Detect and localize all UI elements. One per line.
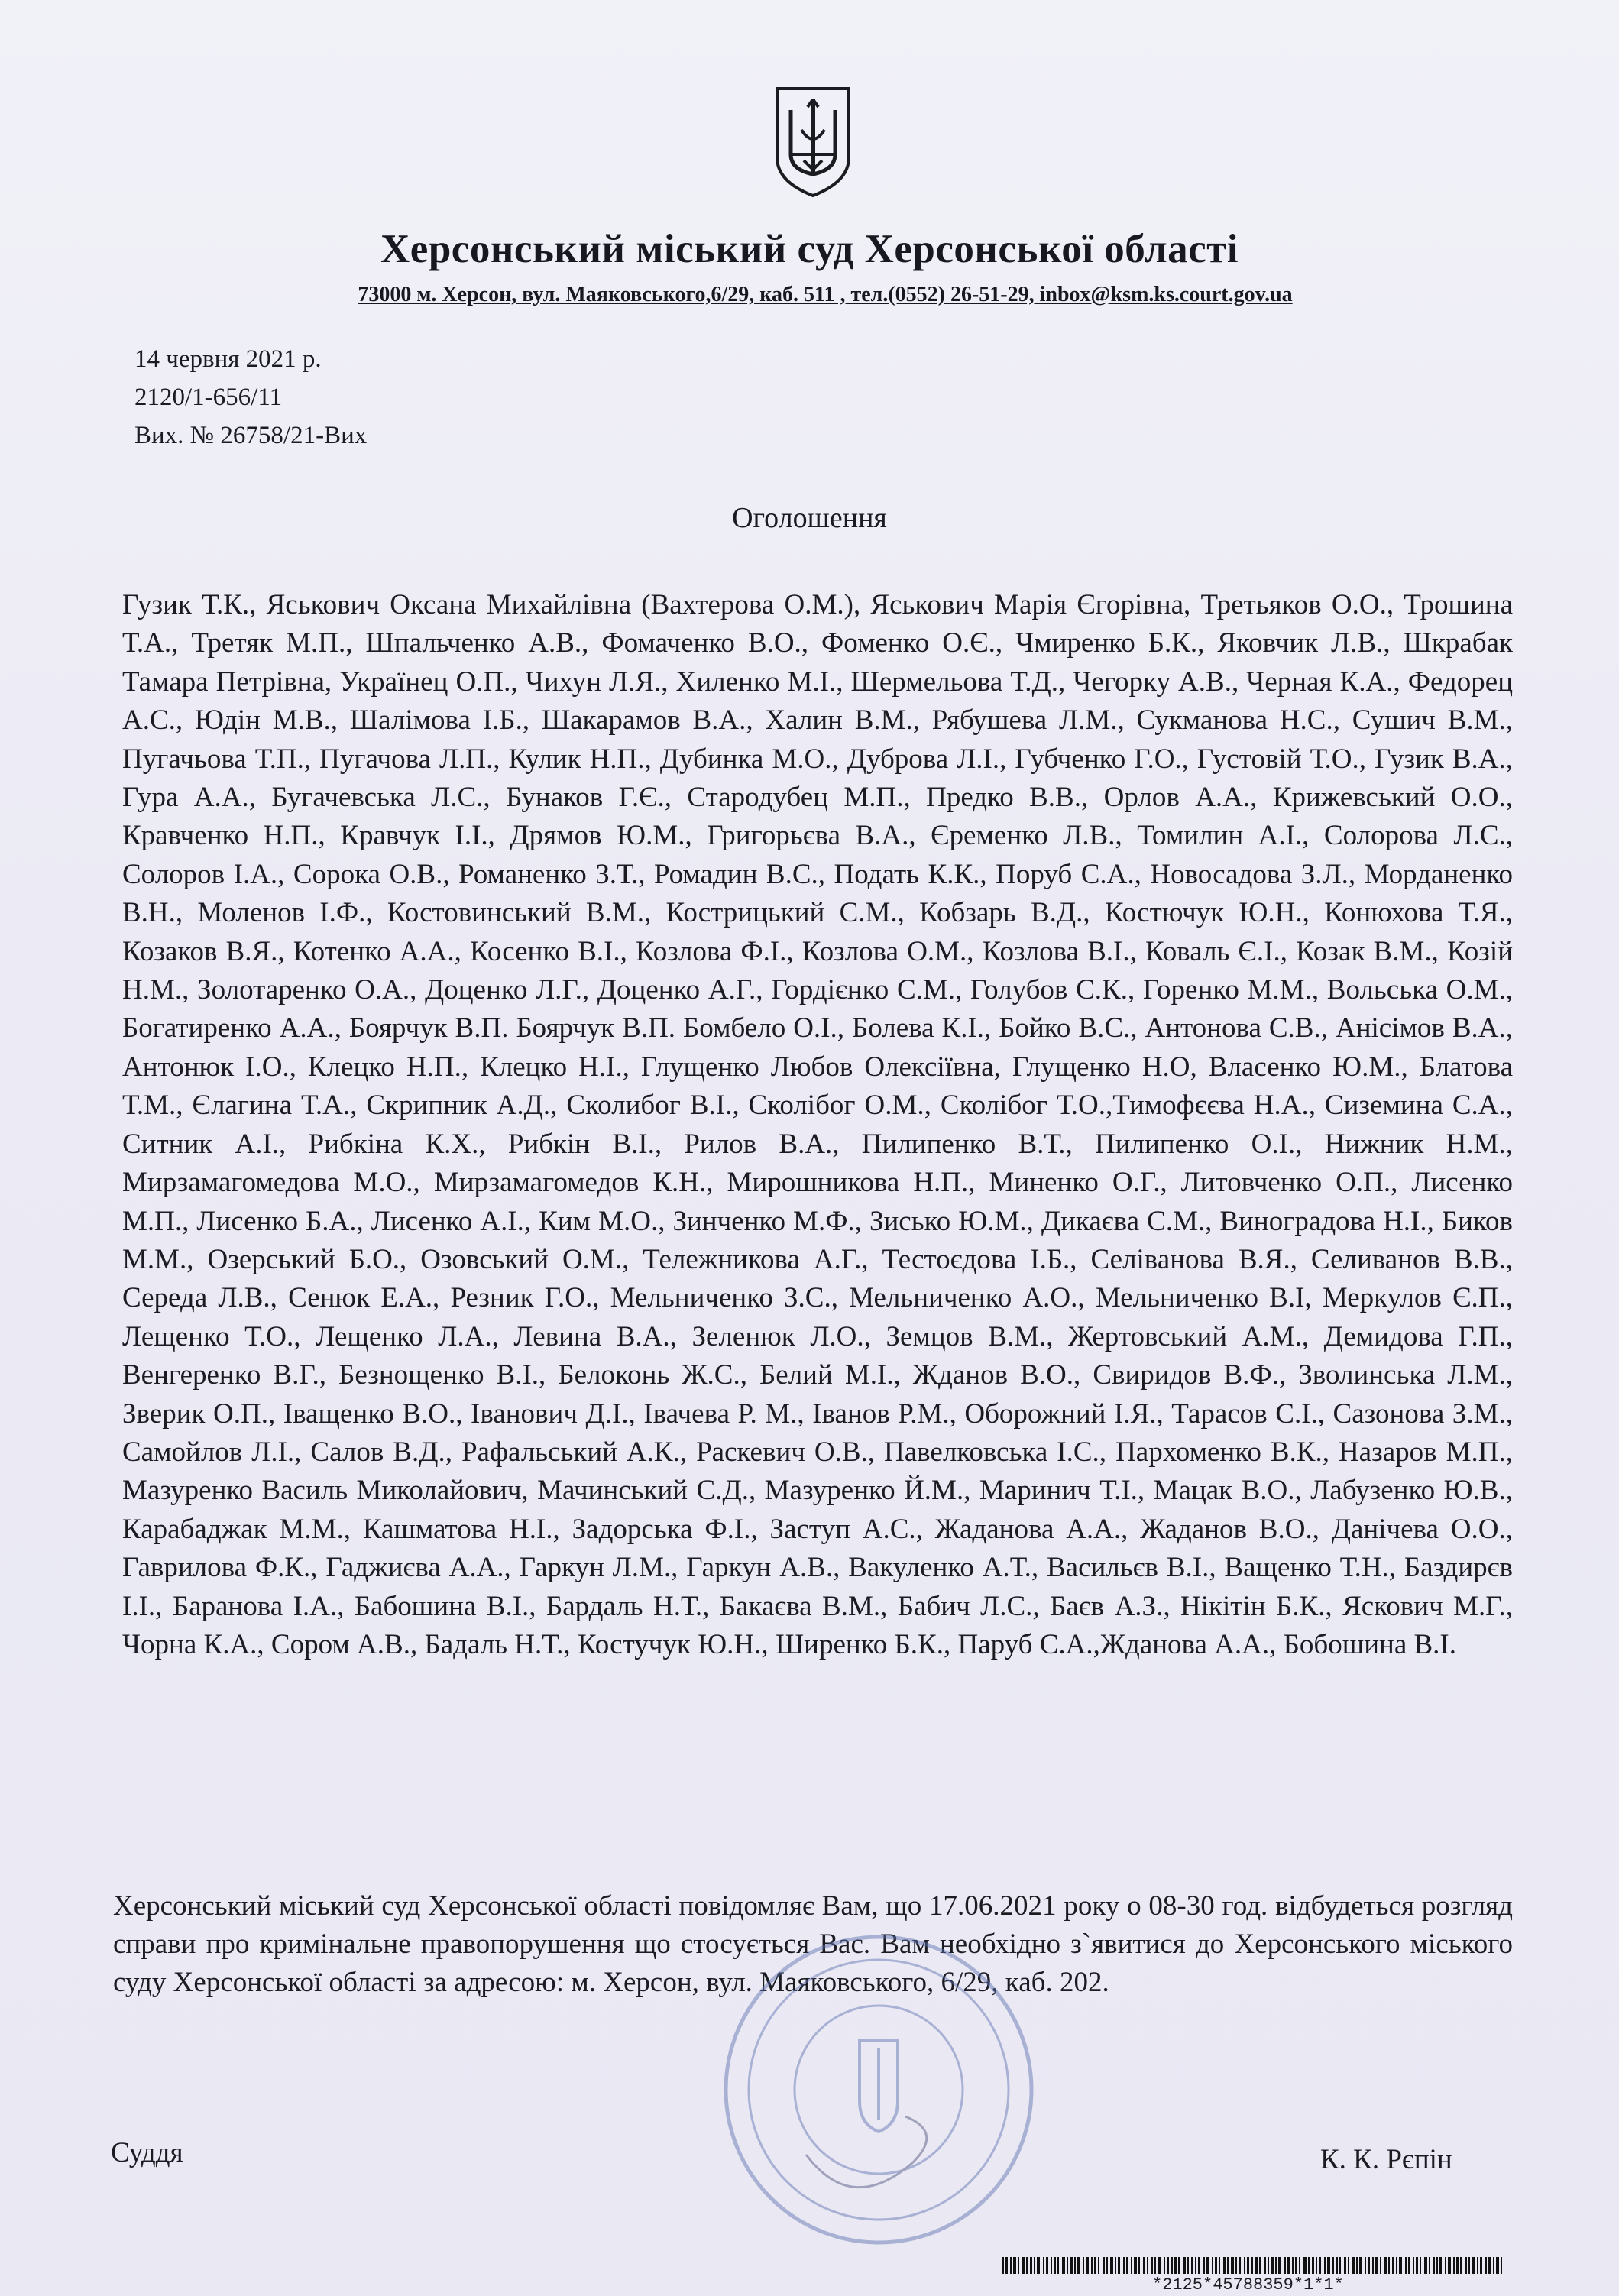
barcode-bar bbox=[1324, 2257, 1326, 2274]
barcode-bar bbox=[1465, 2257, 1467, 2274]
barcode-bar bbox=[1212, 2257, 1213, 2274]
barcode-bar bbox=[1198, 2257, 1200, 2274]
barcode-bar bbox=[1115, 2257, 1116, 2274]
judge-name: К. К. Рєпін bbox=[1320, 2144, 1452, 2175]
barcode-bar bbox=[1292, 2257, 1294, 2274]
barcode-bar bbox=[1154, 2257, 1156, 2274]
barcode-bar bbox=[1010, 2257, 1012, 2274]
barcode-bar bbox=[1255, 2257, 1258, 2274]
barcode-bar bbox=[1167, 2257, 1169, 2274]
barcode-bar bbox=[1295, 2257, 1297, 2274]
barcode-bar bbox=[1436, 2257, 1438, 2274]
barcode-bar bbox=[1264, 2257, 1266, 2274]
barcode-bar bbox=[1086, 2257, 1089, 2274]
barcode-bar bbox=[1480, 2257, 1482, 2274]
barcode-bar bbox=[1046, 2257, 1048, 2274]
barcode-bar bbox=[1456, 2257, 1459, 2274]
barcode-bar bbox=[1094, 2257, 1096, 2274]
barcode-bar bbox=[1178, 2257, 1180, 2274]
barcode-bar bbox=[1034, 2257, 1035, 2274]
barcode-bar bbox=[1183, 2257, 1186, 2274]
barcode-bar bbox=[1118, 2257, 1120, 2274]
barcode-bar bbox=[1396, 2257, 1397, 2274]
barcode-bar bbox=[1074, 2257, 1076, 2274]
barcode-bar bbox=[1416, 2257, 1418, 2274]
barcode-bar bbox=[1501, 2257, 1502, 2274]
barcode-bar bbox=[1026, 2257, 1028, 2274]
barcode-bar bbox=[1018, 2257, 1019, 2274]
barcode-bar bbox=[1485, 2257, 1487, 2274]
barcode-bar bbox=[1388, 2257, 1390, 2274]
court-name: Херсонський міський суд Херсонської області bbox=[380, 227, 1239, 271]
notice-paragraph: Херсонський міський суд Херсонської області повідомляє Вам, що 17.06.2021 року о 08-30 год. відбудеться розгляд справи про кримінальне правопорушення що стосується Вас. Вам необхідно з`явитися до Херсонського міського суду Херсонської області за адресою: м. Херсон, вул. Маяковського, 6/29, каб. 202. bbox=[113, 1890, 1513, 1998]
barcode-bar bbox=[1103, 2257, 1105, 2274]
barcode-bar bbox=[1316, 2257, 1317, 2274]
judge-role: Суддя bbox=[111, 2137, 183, 2168]
barcode-bar bbox=[1380, 2257, 1381, 2274]
barcode-bar bbox=[1043, 2257, 1044, 2274]
barcode-bar bbox=[1496, 2257, 1499, 2274]
barcode-bar bbox=[1067, 2257, 1068, 2274]
barcode-bar bbox=[1268, 2257, 1269, 2274]
barcode-bar bbox=[1259, 2257, 1261, 2274]
barcode-bar bbox=[1336, 2257, 1338, 2274]
barcode-bar bbox=[1372, 2257, 1374, 2274]
barcode-bar bbox=[1429, 2257, 1430, 2274]
barcode-bar bbox=[1083, 2257, 1084, 2274]
barcode-bar bbox=[1203, 2257, 1205, 2274]
barcode-bar bbox=[1098, 2257, 1099, 2274]
barcode-bar bbox=[1365, 2257, 1366, 2274]
barcode-bar bbox=[1206, 2257, 1209, 2274]
barcode-bar bbox=[1077, 2257, 1080, 2274]
barcode-bar bbox=[1356, 2257, 1358, 2274]
barcode-bar bbox=[1123, 2257, 1125, 2274]
barcode-bar bbox=[1134, 2257, 1137, 2274]
barcode-bar bbox=[1375, 2257, 1378, 2274]
barcode-bar bbox=[1420, 2257, 1421, 2274]
barcode-bar bbox=[1158, 2257, 1161, 2274]
document-meta bbox=[134, 340, 367, 455]
barcode-bar bbox=[1399, 2257, 1402, 2274]
barcode-bar bbox=[1057, 2257, 1059, 2274]
barcode-bar bbox=[1191, 2257, 1193, 2274]
barcode-bar bbox=[1174, 2257, 1177, 2274]
barcode-bar bbox=[1022, 2257, 1025, 2274]
barcode-bar bbox=[1352, 2257, 1355, 2274]
barcode-bar bbox=[1303, 2257, 1307, 2274]
barcode-bar bbox=[1278, 2257, 1281, 2274]
barcode-bar bbox=[1439, 2257, 1442, 2274]
document-date: 14 червня 2021 р. bbox=[134, 345, 322, 373]
recipients-list: Гузик Т.К., Яськович Оксана Михайлівна (Вахтерова О.М.), Яськович Марія Єгорівна, Третьяков О.О., Трошина Т.А., Третяк М.П., Шпальченко А.В., Фомаченко В.О., Фоменко О.Є., Чмиренко Б.К., Яковчик Л.В., Шкрабак Тамара Петрівна, Українец О.П., Чихун Л.Я., Хиленко М.І., Шермельова Т.Д., Чегорку А.В., Черная К.А., Федорец А.С., Юдін М.В., Шалімова І.Б., Шакарамов В.А., Халин В.М., Рябушева Л.М., Сукманова Н.С., Сушич В.М., Пугачьова Т.П., Пугачова Л.П., Кулик Н.П., Дубинка М.О., Дуброва Л.І., Губченко Г.О., Густовій Т.О., Гузик В.А., Гура А.А., Бугачевська Л.С., Бунаков Г.Є., Стародубец М.П., Предко В.В., Орлов А.А., Крижевський О.О., Кравченко Н.П., Кравчук І.І., Дрямов Ю.М., Григорьєва В.А., Єременко Л.В., Томилин А.І., Солорова Л.С., Солоров І.А., Сорока О.В., Романенко З.Т., Ромадин В.С., Подать К.К., Поруб С.А., Новосадова З.Л., Морданенко В.Н., Моленов І.Ф., Костовинський В.М., Кострицький С.М., Кобзарь В.Д., Костючук Ю.Н., Конюхова Т.Я., Козаков В.Я., Котенко А.А., Косенко В.І., Козлова Ф.І., Козлова О.М., Козлова В.І., Коваль Є.І., Козак В.М., Козій Н.М., Золотаренко О.А., Доценко Л.Г., Доценко А.Г., Гордієнко С.М., Голубов С.К., Горенко М.М., Вольська О.М., Богатиренко А.А., Боярчук В.П. Боярчук В.П. Бомбело О.І., Болева К.І., Бойко В.С., Антонова С.В., Анісімов В.А., Антонюк І.О., Клецко Н.П., Клецко Н.І., Глущенко Любов Олексіївна, Глущенко Н.О, Власенко Ю.М., Блатова Т.М., Єлагина Т.А., Скрипник А.Д., Сколибог В.І., Сколібог О.М., Сколібог Т.О.,Тимофєєва Н.А., Сиземина С.А., Ситник А.І., Рибкіна К.Х., Рибкін В.І., Рилов В.А., Пилипенко В.Т., Пилипенко О.І., Нижник Н.М., Мирзамагомедова М.О., Мирзамагомедов К.Н., Мирошникова Н.П., Миненко О.Г., Литовченко О.П., Лисенко М.П., Лисенко Б.А., Лисенко А.І., Ким М.О., Зинченко М.Ф., Зисько Ю.М., Дикаєва С.М., Виноградова Н.І., Биков М.М., Озерський Б.О., Озовський О.М., Тележникова А.Г., Тестоєдова І.Б., Селіванова В.Я., Селиванов В.В., Середа Л.В., Сенюк Е.А., Резник Г.О., Мельниченко З.С., Мельниченко А.О., Мельниченко В.І, Меркулов Є.П., Лещенко Т.О., Лещенко Л.А., Левина В.А., Зеленюк Л.О., Земцов В.М., Жертовський А.М., Демидова Г.П., Венгеренко В.Г., Безнощенко В.І., Белоконь Ж.С., Белий М.І., Жданов В.О., Свиридов В.Ф., Зволинська Л.М., Зверик О.П., Іващенко В.О., Іванович Д.І., Івачева Р. М., Іванов Р.М., Оборожний І.Я., Тарасов С.І., Сазонова З.М., Самойлов Л.І., Салов В.Д., Рафальський А.К., Раскевич О.В., Павелковська І.С., Пархоменко В.К., Назаров М.П., Мазуренко Василь Миколайович, Мачинський С.Д., Мазуренко Й.М., Маринич Т.І., Мацак В.О., Лабузенко Ю.В., Карабаджак М.М., Кашматова Н.І., Задорська Ф.І., Заступ А.С., Жаданова А.А., Жаданов В.О., Данічева О.О., Гаврилова Ф.К., Гаджиєва А.А., Гаркун Л.М., Гаркун А.В., Вакуленко А.Т., Васильєв В.І., Ващенко Т.Н., Баздирєв І.І., Баранова І.А., Бабошина В.І., Бардаль Н.Т., Бакаєва В.М., Бабич Л.С., Баєв А.З., Нікітін Б.К., Яскович М.Г., Чорна К.А., Сором А.В., Бадаль Н.Т., Костучук Ю.Н., Ширенко Б.К., Паруб С.А.,Жданова А.А., Бобошина В.І. bbox=[122, 589, 1513, 1660]
barcode-bar bbox=[1327, 2257, 1330, 2274]
barcode-bar bbox=[1062, 2257, 1065, 2274]
barcode-bar bbox=[1070, 2257, 1073, 2274]
barcode-bar bbox=[1413, 2257, 1414, 2274]
barcode-bar bbox=[1164, 2257, 1165, 2274]
barcode-bar bbox=[1344, 2257, 1346, 2274]
barcode-bar bbox=[1319, 2257, 1321, 2274]
barcode-bar bbox=[1195, 2257, 1196, 2274]
case-number: 2120/1-656/11 bbox=[134, 384, 283, 411]
barcode-bar bbox=[1147, 2257, 1148, 2274]
barcode-number: *2125*45788359*1*1* bbox=[1152, 2275, 1344, 2294]
barcode-bar bbox=[1488, 2257, 1491, 2274]
barcode-bar bbox=[1223, 2257, 1226, 2274]
barcode-bar bbox=[1110, 2257, 1113, 2274]
barcode-bar bbox=[1030, 2257, 1032, 2274]
barcode-bar bbox=[1299, 2257, 1300, 2274]
barcode-bar bbox=[1275, 2257, 1277, 2274]
barcode-bar bbox=[1215, 2257, 1217, 2274]
barcode-bar bbox=[1138, 2257, 1140, 2274]
barcode-bar bbox=[1151, 2257, 1153, 2274]
barcode-bar bbox=[1231, 2257, 1234, 2274]
barcode-bar bbox=[1054, 2257, 1056, 2274]
barcode-bar bbox=[1339, 2257, 1341, 2274]
barcode-bar bbox=[1408, 2257, 1410, 2274]
barcode-bar bbox=[1287, 2257, 1290, 2274]
barcode-bar bbox=[1251, 2257, 1253, 2274]
barcode-bar bbox=[1384, 2257, 1387, 2274]
barcode-bar bbox=[1244, 2257, 1245, 2274]
barcode-bar bbox=[1005, 2257, 1008, 2274]
barcode-bar bbox=[1312, 2257, 1314, 2274]
barcode-bar bbox=[1051, 2257, 1052, 2274]
barcode-bar bbox=[1453, 2257, 1455, 2274]
barcode-bar bbox=[1143, 2257, 1145, 2274]
barcode-bar bbox=[1284, 2257, 1286, 2274]
barcode-bar bbox=[1271, 2257, 1274, 2274]
barcode-bar bbox=[1037, 2257, 1040, 2274]
barcode-bar bbox=[1235, 2257, 1237, 2274]
barcode-bar bbox=[1002, 2257, 1004, 2274]
barcode-bar bbox=[1359, 2257, 1362, 2274]
barcode-bar bbox=[1219, 2257, 1220, 2274]
barcode-bar bbox=[1477, 2257, 1478, 2274]
barcode-bar bbox=[1332, 2257, 1334, 2274]
barcode-bar bbox=[1424, 2257, 1427, 2274]
barcode-bar bbox=[1013, 2257, 1016, 2274]
court-address: 73000 м. Херсон, вул. Маяковського,6/29, каб. 511 , тел.(0552) 26-51-29, inbox@ksm.ks.court.gov.ua bbox=[358, 283, 1293, 306]
outgoing-number: Вих. № 26758/21-Вих bbox=[134, 422, 368, 449]
barcode-bar bbox=[1091, 2257, 1093, 2274]
document-title: Оголошення bbox=[732, 502, 887, 534]
barcode-bar bbox=[1433, 2257, 1435, 2274]
barcode-bar bbox=[1448, 2257, 1451, 2274]
coat-of-arms-icon bbox=[771, 84, 855, 199]
barcode-bar bbox=[1187, 2257, 1189, 2274]
barcode-bar bbox=[1239, 2257, 1241, 2274]
barcode-bar bbox=[1460, 2257, 1462, 2274]
barcode-bar bbox=[1348, 2257, 1349, 2274]
barcode-bar bbox=[1472, 2257, 1475, 2274]
barcode-bar bbox=[1445, 2257, 1446, 2274]
court-stamp-icon bbox=[714, 1925, 1043, 2254]
barcode-bar bbox=[1106, 2257, 1108, 2274]
barcode-bar bbox=[1126, 2257, 1128, 2274]
barcode-bar bbox=[1468, 2257, 1470, 2274]
barcode-bar bbox=[1131, 2257, 1132, 2274]
barcode-bar bbox=[1368, 2257, 1370, 2274]
barcode-bar bbox=[1227, 2257, 1229, 2274]
barcode-bar bbox=[1392, 2257, 1394, 2274]
barcode-bar bbox=[1493, 2257, 1494, 2274]
barcode-bar bbox=[1308, 2257, 1310, 2274]
barcode-bar bbox=[1247, 2257, 1249, 2274]
barcode-bar bbox=[1171, 2257, 1173, 2274]
barcode-bar bbox=[1405, 2257, 1407, 2274]
